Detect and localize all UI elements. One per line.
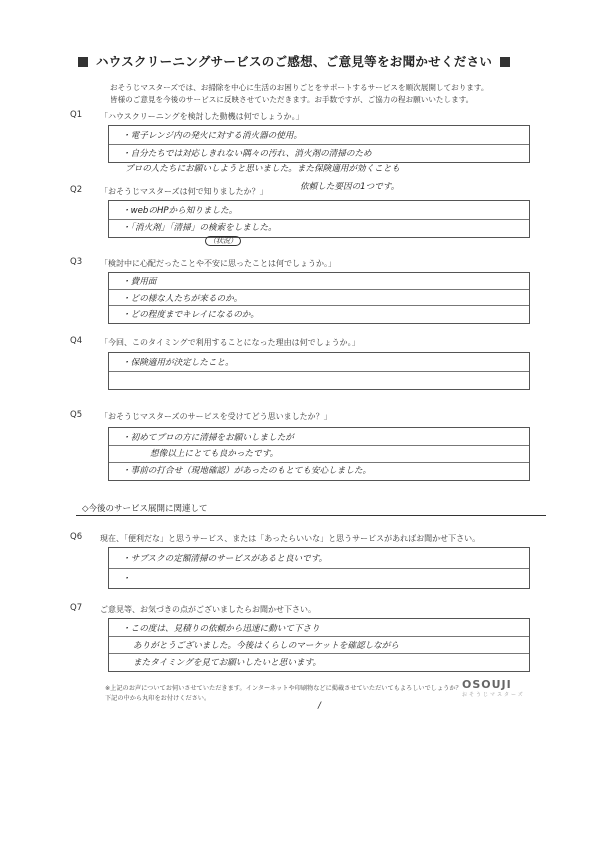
handwritten-answer: ・どの様な人たちが来るのか。 bbox=[122, 294, 243, 304]
question-text: 「おそうじマスターズは何で知りましたか？」 bbox=[100, 187, 268, 196]
footer-note: 下記の中から丸印をお付けください。 bbox=[105, 695, 211, 702]
question-number: Q4 bbox=[70, 336, 83, 346]
handwritten-answer: ・ bbox=[122, 574, 131, 584]
question-text: 「おそうじマスターズのサービスを受けてどう思いましたか？」 bbox=[100, 412, 332, 421]
handwritten-answer: ・保険適用が決定したこと。 bbox=[122, 358, 234, 368]
section-divider bbox=[76, 515, 546, 516]
logo-sub: おそうじマスターズ bbox=[462, 692, 525, 698]
intro-line-1: おそうじマスターズでは、お掃除を中心に生活のお困りごとをサポートするサービスを順次展開しております。 bbox=[110, 83, 489, 92]
question-number: Q3 bbox=[70, 257, 83, 267]
title-text: ハウスクリーニングサービスのご感想、ご意見等をお聞かせください bbox=[96, 54, 493, 69]
handwritten-mark: / bbox=[318, 701, 321, 711]
handwritten-answer: ・どの程度までキレイになるのか。 bbox=[122, 310, 259, 320]
question-number: Q7 bbox=[70, 603, 83, 613]
logo-word: OSOUJI bbox=[462, 678, 512, 691]
question-text: 「検討中に心配だったことや不安に思ったことは何でしょうか。」 bbox=[100, 259, 336, 268]
handwritten-answer: ・webのHPから知りました。 bbox=[122, 206, 238, 216]
handwritten-answer: ・「消火剤」「清掃」の検索をしました。 bbox=[122, 223, 277, 233]
question-number: Q1 bbox=[70, 110, 83, 120]
section-heading: ◇今後のサービス展開に関連して bbox=[82, 504, 208, 514]
intro-line-2: 皆様のご意見を今後のサービスに反映させていただきます。お手数ですが、ご協力の程お願いいたします。 bbox=[110, 95, 474, 104]
handwritten-answer: 想像以上にとても良かったです。 bbox=[150, 449, 279, 459]
handwritten-answer: ・自分たちでは対応しきれない隅々の汚れ、消火剤の清掃のため bbox=[122, 149, 372, 159]
handwritten-answer: ・電子レンジ内の発火に対する消火器の使用。 bbox=[122, 131, 303, 141]
handwritten-note: （状況） bbox=[205, 236, 241, 246]
handwritten-answer: プロの人たちにお願いしようと思いました。また保険適用が効くことも bbox=[125, 164, 401, 174]
handwritten-answer: 依頼した要因の1つです。 bbox=[300, 182, 400, 192]
handwritten-answer: ありがとうございました。今後はくらしのマーケットを確認しながら bbox=[133, 641, 399, 651]
handwritten-answer: またタイミングを見てお願いしたいと思います。 bbox=[133, 658, 322, 668]
question-number: Q2 bbox=[70, 185, 83, 195]
square-bullet-icon bbox=[78, 57, 88, 67]
handwritten-answer: ・この度は、見積りの依頼から迅速に動いて下さり bbox=[122, 624, 320, 634]
question-number: Q5 bbox=[70, 410, 83, 420]
company-logo bbox=[462, 678, 526, 708]
question-text: ご意見等、お気づきの点がございましたらお聞かせ下さい。 bbox=[100, 605, 316, 614]
intro-text bbox=[110, 82, 580, 106]
handwritten-answer: ・サブスクの定額清掃のサービスがあると良いです。 bbox=[122, 554, 328, 564]
question-text: 現在、「便利だな」と思うサービス、または「あったらいいな」と思うサービスがあればお聞かせ下さい。 bbox=[100, 534, 481, 543]
question-text: 「今回、このタイミングで利用することになった理由は何でしょうか。」 bbox=[100, 338, 360, 347]
question-number: Q6 bbox=[70, 532, 83, 542]
page-title bbox=[70, 52, 560, 70]
question-text: 「ハウスクリーニングを検討した動機は何でしょうか。」 bbox=[100, 112, 304, 121]
footer-note: ※上記のお声についてお伺いさせていただきます。インターネットや印刷物などに掲載させていただいてもよろしいでしょうか？ bbox=[105, 685, 462, 692]
handwritten-answer: ・費用面 bbox=[122, 277, 157, 287]
handwritten-answer: ・初めてプロの方に清掃をお願いしましたが bbox=[122, 433, 294, 443]
handwritten-answer: ・事前の打合せ（現地確認）があったのもとても安心しました。 bbox=[122, 466, 372, 476]
square-bullet-icon bbox=[500, 57, 510, 67]
